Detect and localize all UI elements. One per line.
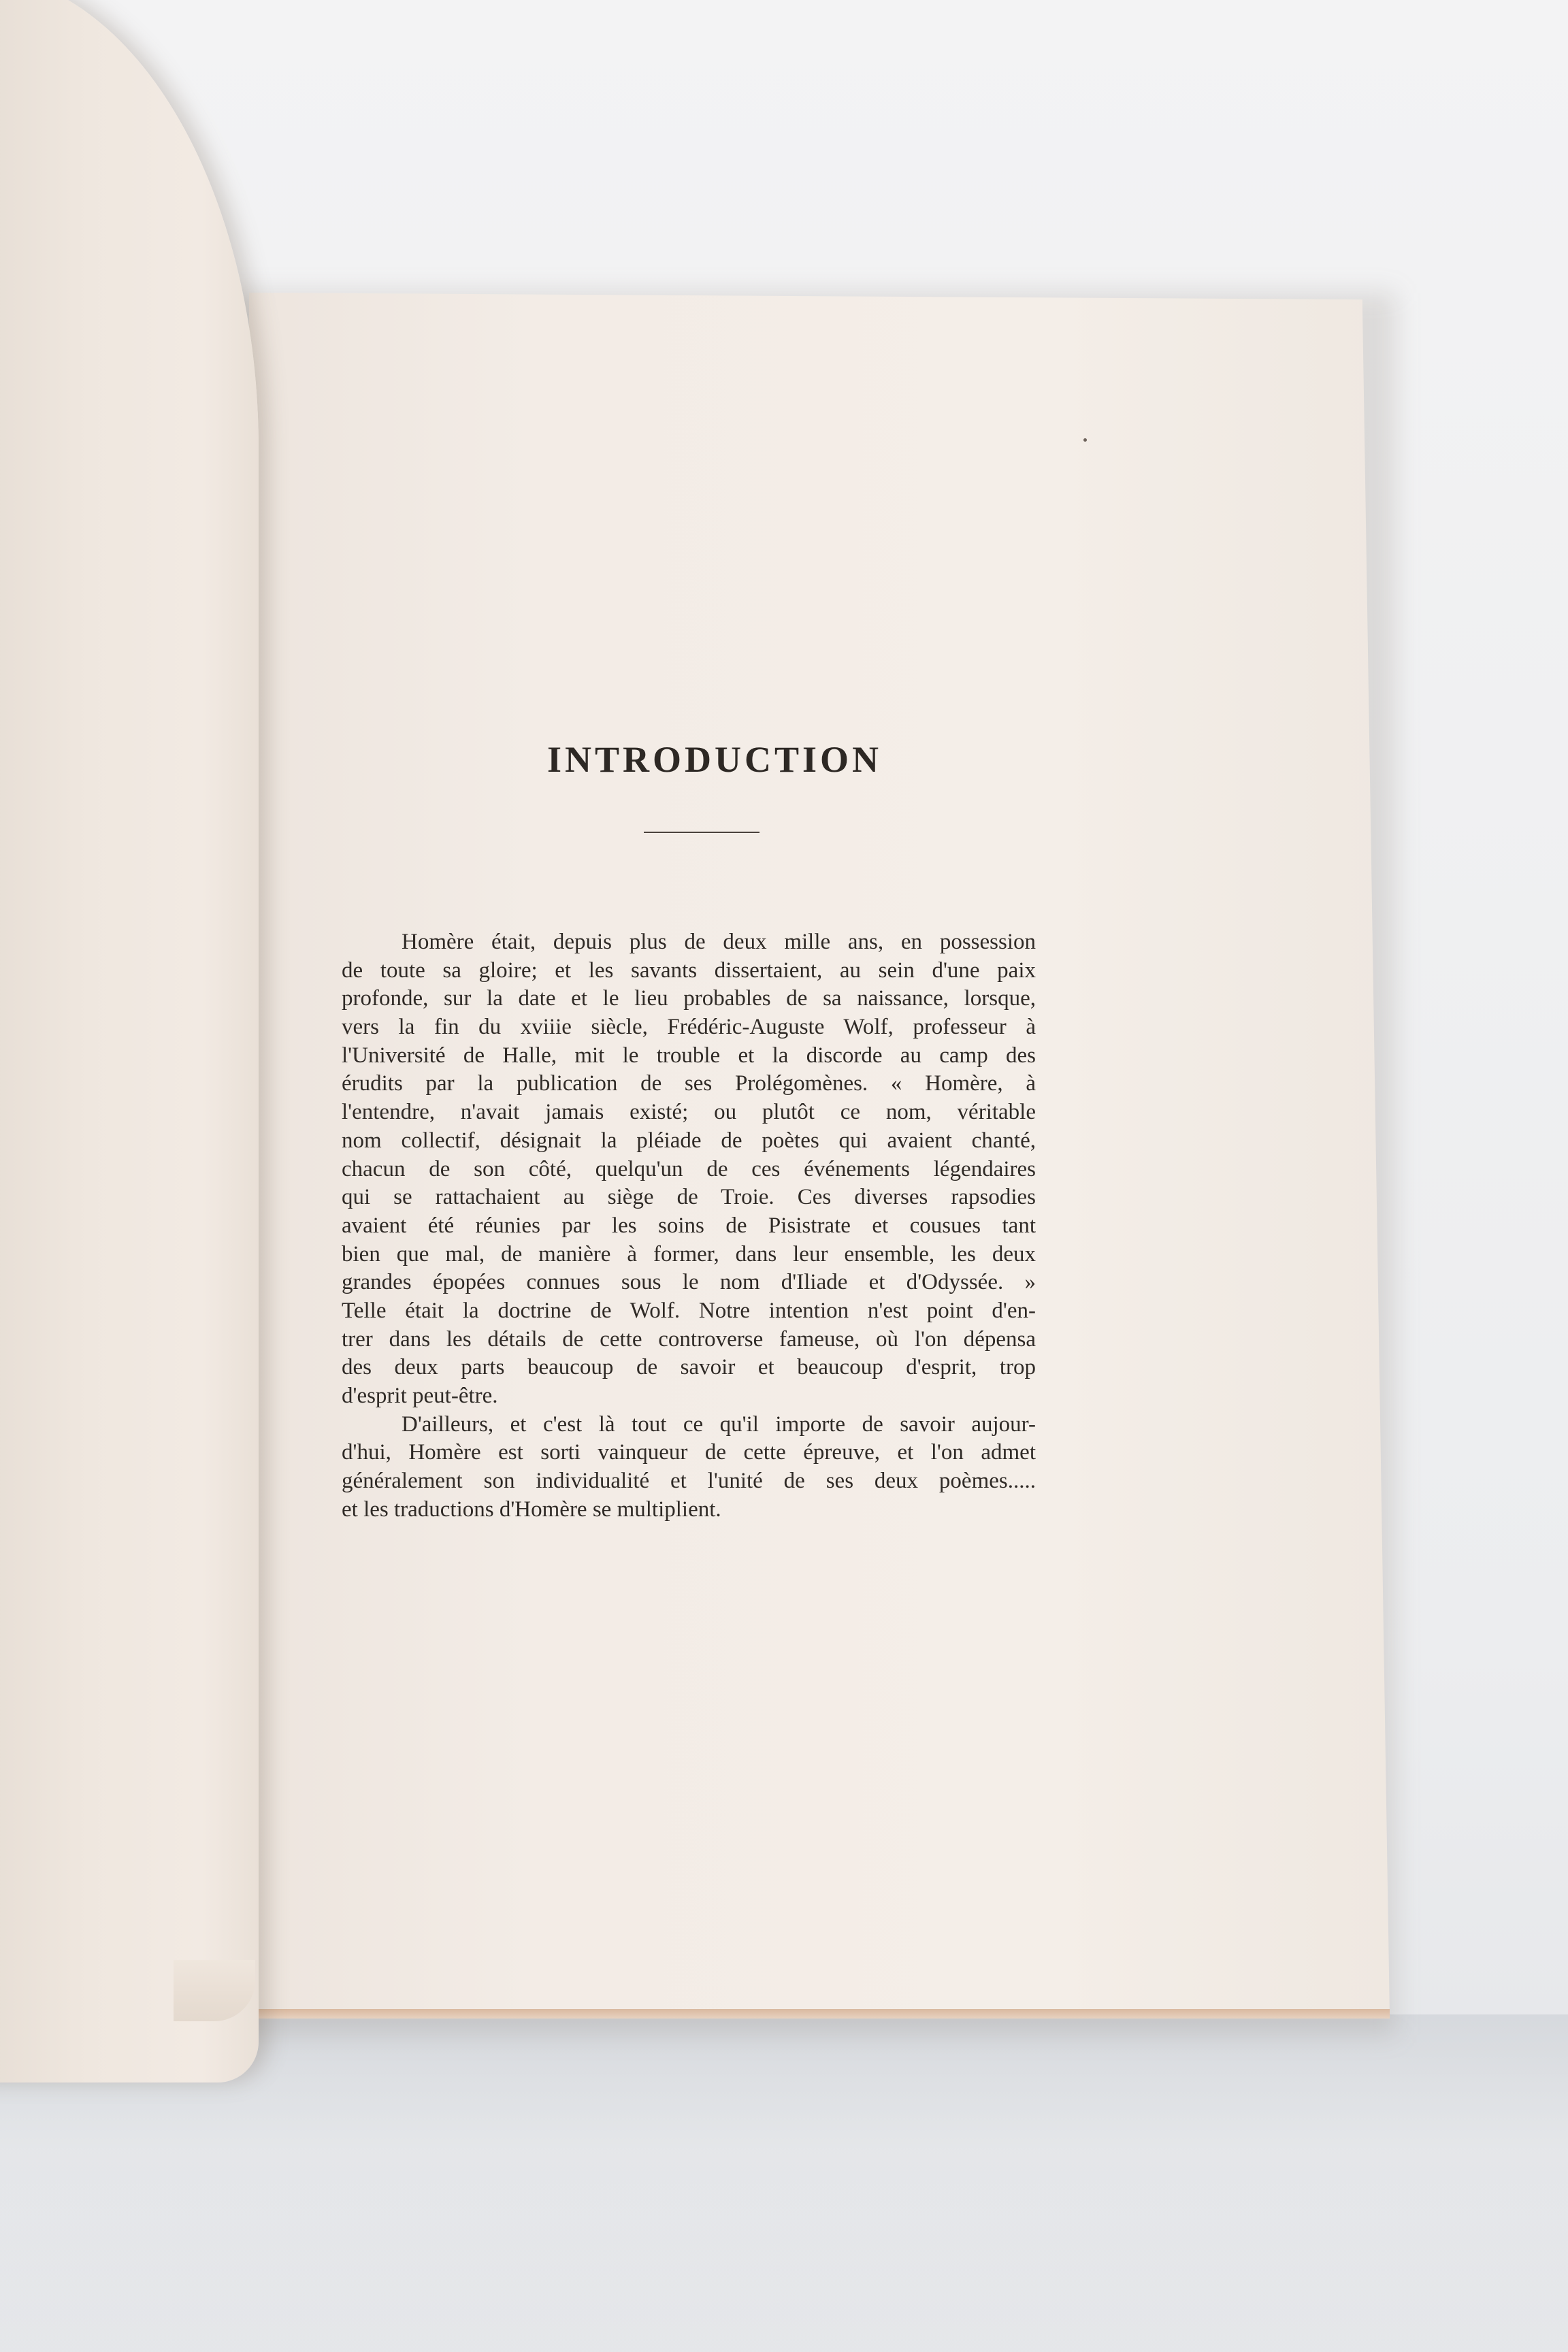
body-text	[342, 928, 1036, 1524]
text-line: trer dans les détails de cette controverse fameuse, où l'on dépensa	[342, 1326, 1036, 1352]
text-line: l'Université de Halle, mit le trouble et la discorde au camp des	[342, 1043, 1036, 1068]
text-line: profonde, sur la date et le lieu probables de sa naissance, lorsque,	[342, 986, 1036, 1011]
text-line: d'esprit peut-être.	[342, 1384, 498, 1408]
text-line: généralement son individualité et l'unité de ses deux poèmes.....	[342, 1469, 1036, 1494]
page-title: INTRODUCTION	[546, 739, 883, 780]
text-line: D'ailleurs, et c'est là tout ce qu'il importe de savoir aujour-	[402, 1411, 1036, 1437]
text-line: avaient été réunies par les soins de Pisistrate et cousues tant	[342, 1213, 1036, 1238]
left-page-curl	[0, 0, 259, 2082]
text-line: l'entendre, n'avait jamais existé; ou plutôt ce nom, véritable	[342, 1100, 1036, 1125]
text-line: de toute sa gloire; et les savants dissertaient, au sein d'une paix	[342, 958, 1036, 983]
text-line: érudits par la publication de ses Prolégomènes. « Homère, à	[342, 1071, 1036, 1096]
text-line: grandes épopées connues sous le nom d'Iliade et d'Odyssée. »	[342, 1270, 1036, 1295]
text-line: et les traductions d'Homère se multiplient.	[342, 1497, 721, 1522]
page-bottom-edge	[204, 2009, 1390, 2019]
title-rule	[644, 832, 760, 833]
text-line: bien que mal, de manière à former, dans leur ensemble, les deux	[342, 1241, 1036, 1267]
text-line: qui se rattachaient au siège de Troie. Ces diverses rapsodies	[342, 1185, 1036, 1210]
foxing-dot	[1083, 438, 1087, 442]
text-line: des deux parts beaucoup de savoir et beaucoup d'esprit, trop	[342, 1355, 1036, 1380]
text-line: vers la fin du xviiie siècle, Frédéric-Auguste Wolf, professeur à	[342, 1015, 1036, 1040]
text-line: Homère était, depuis plus de deux mille ans, en possession	[402, 930, 1036, 954]
text-line: Telle était la doctrine de Wolf. Notre intention n'est point d'en-	[342, 1298, 1036, 1323]
text-line: chacun de son côté, quelqu'un de ces événements légendaires	[342, 1156, 1036, 1181]
text-line: nom collectif, désignait la pléiade de poètes qui avaient chanté,	[342, 1128, 1036, 1153]
text-line: d'hui, Homère est sorti vainqueur de cette épreuve, et l'on admet	[342, 1440, 1036, 1465]
